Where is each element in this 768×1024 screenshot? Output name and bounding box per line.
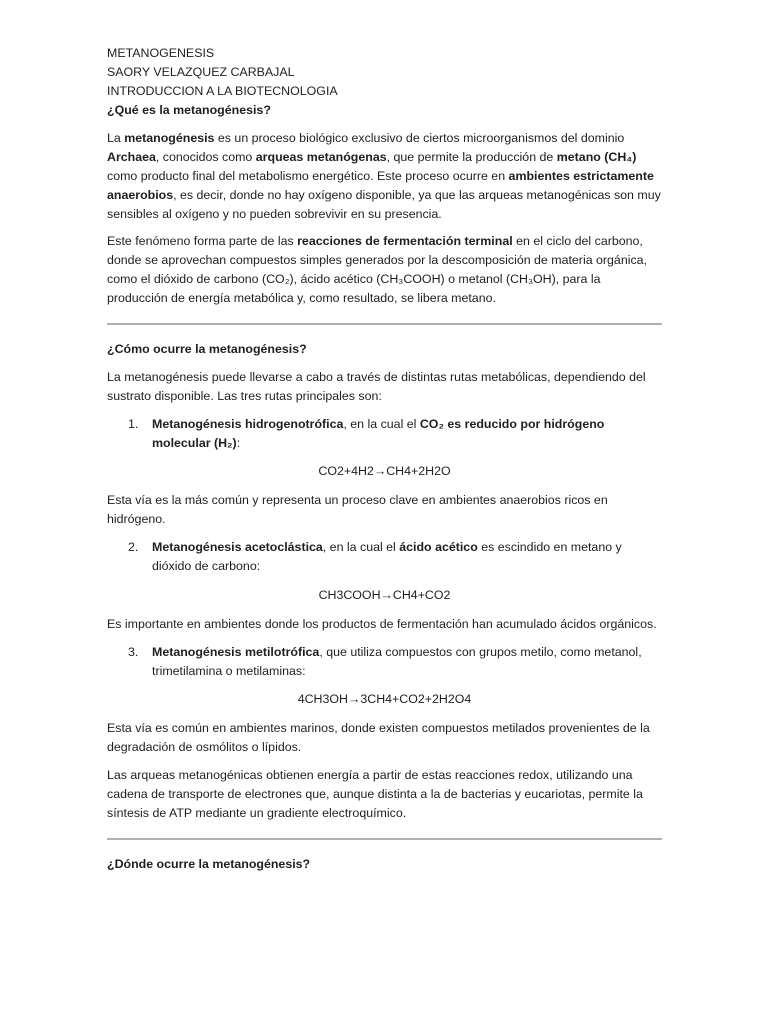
text-run: , que permite la producción de bbox=[386, 150, 557, 164]
question-where: ¿Dónde ocurre la metanogénesis? bbox=[107, 857, 311, 871]
text-run: es escindido en metano y dióxido de carbono: bbox=[152, 540, 622, 573]
section-divider bbox=[107, 838, 662, 840]
bold-text-run: ambientes estrictamente anaerobios bbox=[107, 169, 654, 202]
list-number: 2. bbox=[128, 540, 139, 554]
paragraph-routes-intro: La metanogénesis puede llevarse a cabo a través de distintas rutas metabólicas, dependiendo del sustrato disponible. Las tres rutas principales son: bbox=[107, 370, 646, 403]
text-run: en el ciclo del carbono, donde se aprovechan compuestos simples generados por la descomposición de materia orgánica, como el dióxido de carbono (CO₂), ácido acético (CH₃COOH) o metanol (CH₃OH), para la producción de energía metabólica y, como resultado, se libera metano. bbox=[107, 234, 647, 305]
paragraph-definition bbox=[107, 129, 662, 224]
text-run: , conocidos como bbox=[155, 150, 256, 164]
text-run: Este fenómeno forma parte de las bbox=[107, 234, 298, 248]
paragraph-route-1-note: Esta vía es la más común y representa un proceso clave en ambientes anaerobios ricos en hidrógeno. bbox=[107, 493, 608, 526]
list-item-route-2 bbox=[107, 538, 662, 576]
paragraph-route-2-note: Es importante en ambientes donde los productos de fermentación han acumulado ácidos orgánicos. bbox=[107, 617, 657, 631]
document-content bbox=[107, 44, 662, 874]
question-what-is: ¿Qué es la metanogénesis? bbox=[107, 103, 271, 117]
text-run: , en la cual el bbox=[322, 540, 400, 554]
list-item-text bbox=[152, 645, 642, 678]
bold-text-run: arqueas metanógenas bbox=[255, 150, 387, 164]
question-how: ¿Cómo ocurre la metanogénesis? bbox=[107, 342, 307, 356]
list-item-text bbox=[152, 417, 604, 450]
text-run: es un proceso biológico exclusivo de ciertos microorganismos del dominio bbox=[214, 131, 625, 145]
section-divider bbox=[107, 323, 662, 325]
equation-methylotrophic: 4CH3OH→3CH4+CO2+2H2O4 bbox=[297, 692, 472, 706]
text-run: , es decir, donde no hay oxígeno disponible, ya que las arqueas metanogénicas son muy sensibles al oxígeno y no pueden sobrevivir en su presencia. bbox=[107, 188, 661, 221]
bold-text-run: reacciones de fermentación terminal bbox=[297, 234, 513, 248]
course-name: INTRODUCCION A LA BIOTECNOLOGIA bbox=[107, 84, 338, 98]
bold-text-run: ácido acético bbox=[399, 540, 478, 554]
list-item-text bbox=[152, 540, 622, 573]
author-name: SAORY VELAZQUEZ CARBAJAL bbox=[107, 65, 295, 79]
paragraph-energy: Las arqueas metanogénicas obtienen energía a partir de estas reacciones redox, utilizando una cadena de transporte de electrones que, aunque distinta a la de bacterias y eucariotas, permite la síntesis de ATP mediante un gradiente electroquímico. bbox=[107, 768, 643, 820]
equation-acetoclastic: CH3COOH→CH4+CO2 bbox=[318, 588, 451, 602]
bold-text-run: Metanogénesis acetoclástica bbox=[152, 540, 323, 554]
text-run: , que utiliza compuestos con grupos metilo, como metanol, trimetilamina o metilaminas: bbox=[152, 645, 642, 678]
list-item-route-1 bbox=[107, 415, 662, 453]
text-run: como producto final del metabolismo energético. Este proceso ocurre en bbox=[107, 169, 509, 183]
text-run: , en la cual el bbox=[343, 417, 420, 431]
list-number: 3. bbox=[128, 645, 139, 659]
bold-text-run: metano (CH₄) bbox=[556, 150, 637, 164]
text-run: : bbox=[236, 436, 241, 450]
text-run: La bbox=[107, 131, 125, 145]
equation-hydrogenotrophic: CO2+4H2→CH4+2H2O bbox=[318, 464, 451, 478]
bold-text-run: Archaea bbox=[107, 150, 156, 164]
bold-text-run: metanogénesis bbox=[124, 131, 215, 145]
bold-text-run: CO₂ es reducido por hidrógeno molecular (H₂) bbox=[152, 417, 605, 450]
paragraph-carbon-cycle bbox=[107, 232, 662, 308]
bold-text-run: Metanogénesis hidrogenotrófica bbox=[152, 417, 344, 431]
list-number: 1. bbox=[128, 417, 139, 431]
paragraph-route-3-note: Esta vía es común en ambientes marinos, donde existen compuestos metilados provenientes de la degradación de osmólitos o lípidos. bbox=[107, 721, 650, 754]
list-item-route-3 bbox=[107, 643, 662, 681]
bold-text-run: Metanogénesis metilotrófica bbox=[152, 645, 320, 659]
doc-title: METANOGENESIS bbox=[107, 46, 215, 60]
